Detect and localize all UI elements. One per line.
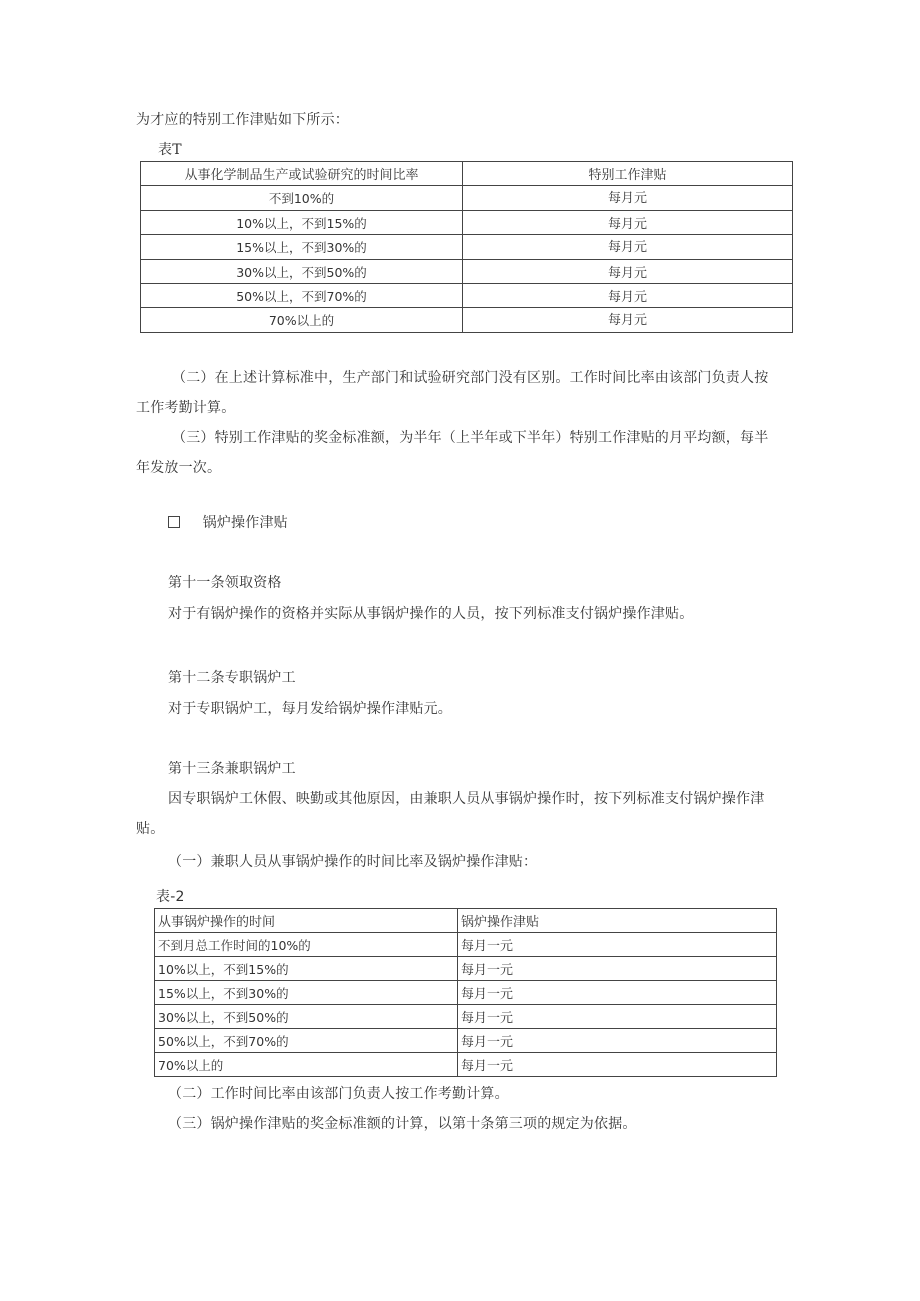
- para3-line1: （三）特别工作津贴的奖金标准额，为半年（上半年或下半年）特别工作津贴的月平均额，每半: [172, 430, 769, 446]
- article12-title: 第十二条专职锅炉工: [168, 670, 296, 686]
- table-header-cell: 从事化学制品生产或试验研究的时间比率: [141, 162, 463, 186]
- table-header-cell: 锅炉操作津贴: [458, 909, 777, 933]
- table-row: [155, 981, 777, 1005]
- table-row: [155, 957, 777, 981]
- article13-line1: 因专职锅炉工休假、映勤或其他原因，由兼职人员从事锅炉操作时，按下列标准支付锅炉操作津: [168, 791, 765, 807]
- table-cell-time: 不到月总工作时间的10%的: [155, 933, 458, 957]
- table-header-row: [141, 162, 793, 186]
- article13-title: 第十三条兼职锅炉工: [168, 761, 296, 777]
- table-cell-time: 10%以上，不到15%的: [155, 957, 458, 981]
- table-row: [155, 1029, 777, 1053]
- table-cell-time: 15%以上，不到30%的: [155, 981, 458, 1005]
- table-cell-allowance: 每月元: [463, 211, 793, 235]
- table-header-cell: 从事锅炉操作的时间: [155, 909, 458, 933]
- table-row: [141, 186, 793, 211]
- section-heading-text: 锅炉操作津贴: [202, 515, 288, 531]
- table-cell-allowance: 每月一元: [458, 1029, 777, 1053]
- table-cell-allowance: 每月一元: [458, 933, 777, 957]
- table-cell-ratio: 50%以上，不到70%的: [141, 284, 463, 308]
- table-cell-allowance: 每月元: [463, 235, 793, 260]
- table-cell-allowance: 每月一元: [458, 957, 777, 981]
- table-row: [141, 308, 793, 333]
- article13-line2: 贴。: [136, 821, 165, 837]
- table-cell-time: 70%以上的: [155, 1053, 458, 1077]
- para2-line1: （二）在上述计算标准中，生产部门和试验研究部门没有区别。工作时间比率由该部门负责人按: [172, 370, 769, 386]
- table-cell-ratio: 不到10%的: [141, 186, 463, 211]
- table-cell-ratio: 70%以上的: [141, 308, 463, 333]
- table-cell-allowance: 每月元: [463, 308, 793, 333]
- table-row: [141, 211, 793, 235]
- article13-sub3: （三）锅炉操作津贴的奖金标准额的计算，以第十条第三项的规定为依据。: [168, 1116, 637, 1132]
- para2-line2: 工作考勤计算。: [136, 400, 236, 416]
- article12-body: 对于专职锅炉工，每月发给锅炉操作津贴元。: [168, 701, 452, 717]
- article13-sub2: （二）工作时间比率由该部门负责人按工作考勤计算。: [168, 1086, 509, 1102]
- table-cell-time: 30%以上，不到50%的: [155, 1005, 458, 1029]
- table-cell-time: 50%以上，不到70%的: [155, 1029, 458, 1053]
- table-header-cell: 特别工作津贴: [463, 162, 793, 186]
- article11-title: 第十一条领取资格: [168, 575, 282, 591]
- checkbox-bullet-icon: [168, 516, 180, 528]
- table-row: [155, 1053, 777, 1077]
- table-row: [141, 284, 793, 308]
- table-row: [141, 235, 793, 260]
- table1: [140, 161, 793, 333]
- section-heading: [168, 513, 288, 533]
- table-cell-allowance: 每月一元: [458, 981, 777, 1005]
- table-cell-ratio: 10%以上，不到15%的: [141, 211, 463, 235]
- article13-sub1: （一）兼职人员从事锅炉操作的时间比率及锅炉操作津贴：: [168, 854, 538, 870]
- table-cell-allowance: 每月一元: [458, 1005, 777, 1029]
- table-cell-allowance: 每月一元: [458, 1053, 777, 1077]
- table2-caption: 表-2: [156, 889, 185, 905]
- intro-text: 为才应的特别工作津贴如下所示：: [136, 112, 349, 128]
- table-row: [155, 933, 777, 957]
- table-header-row: [155, 909, 777, 933]
- para3-line2: 年发放一次。: [136, 460, 222, 476]
- table1-caption: 表T: [158, 142, 182, 158]
- table-cell-allowance: 每月元: [463, 284, 793, 308]
- table-cell-allowance: 每月元: [463, 186, 793, 211]
- table-cell-ratio: 30%以上，不到50%的: [141, 260, 463, 284]
- table-cell-allowance: 每月元: [463, 260, 793, 284]
- table-row: [155, 1005, 777, 1029]
- table-row: [141, 260, 793, 284]
- table2: [154, 908, 777, 1077]
- article11-body: 对于有锅炉操作的资格并实际从事锅炉操作的人员，按下列标准支付锅炉操作津贴。: [168, 606, 694, 622]
- table-cell-ratio: 15%以上，不到30%的: [141, 235, 463, 260]
